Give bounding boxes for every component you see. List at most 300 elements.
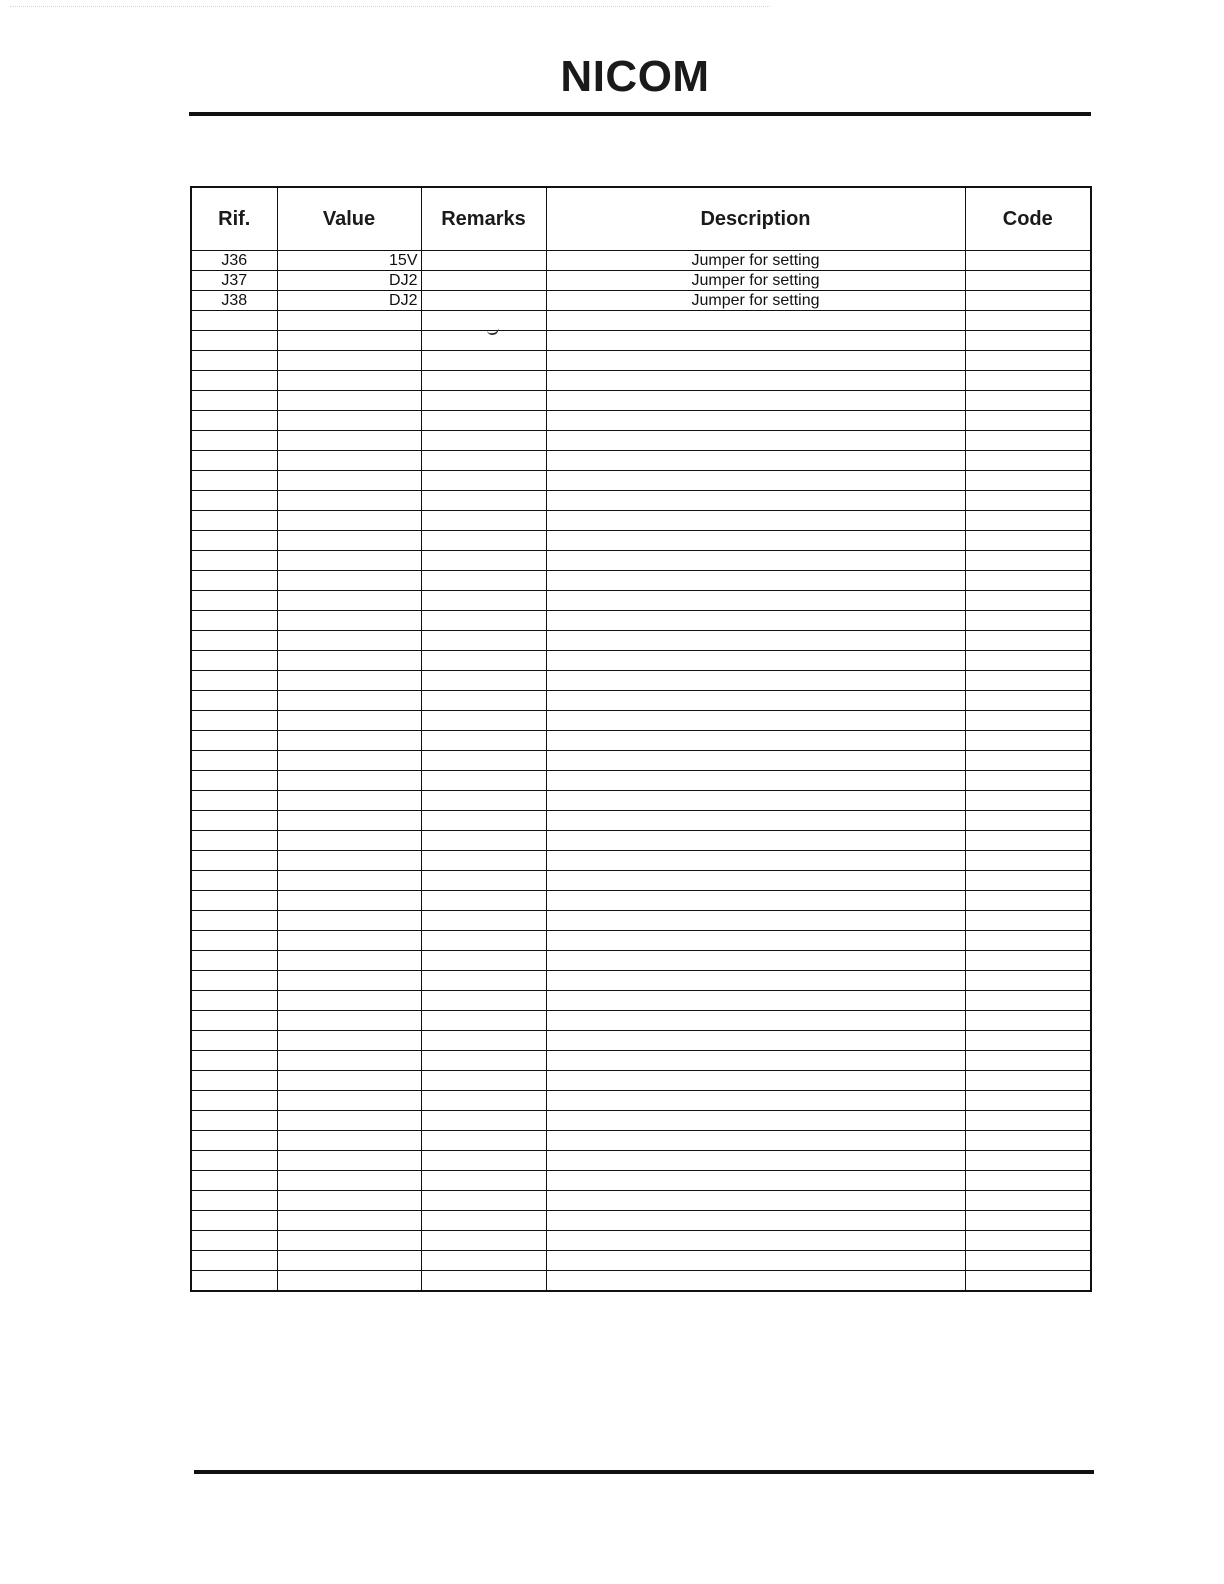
- cell-remarks: [421, 411, 546, 431]
- cell-remarks: [421, 771, 546, 791]
- cell-description: [546, 731, 965, 751]
- table-row-empty: [191, 831, 1091, 851]
- cell-code: [965, 1271, 1091, 1292]
- cell-rif: [191, 1071, 277, 1091]
- cell-description: [546, 551, 965, 571]
- cell-code: [965, 1131, 1091, 1151]
- cell-rif: [191, 831, 277, 851]
- cell-remarks: [421, 431, 546, 451]
- cell-value: [277, 1031, 421, 1051]
- cell-remarks: [421, 1171, 546, 1191]
- column-header-value: Value: [277, 187, 421, 251]
- cell-remarks: [421, 871, 546, 891]
- cell-code: [965, 1211, 1091, 1231]
- cell-code: [965, 431, 1091, 451]
- table-row-empty: [191, 1131, 1091, 1151]
- cell-description: [546, 371, 965, 391]
- cell-remarks: [421, 1271, 546, 1292]
- cell-value: [277, 1231, 421, 1251]
- cell-code: [965, 531, 1091, 551]
- cell-remarks: [421, 591, 546, 611]
- cell-remarks: [421, 1111, 546, 1131]
- table-row-empty: [191, 991, 1091, 1011]
- cell-code: [965, 1051, 1091, 1071]
- cell-value: [277, 851, 421, 871]
- column-header-code: Code: [965, 187, 1091, 251]
- cell-rif: [191, 411, 277, 431]
- cell-description: [546, 571, 965, 591]
- table-row-empty: [191, 331, 1091, 351]
- cell-value: [277, 991, 421, 1011]
- cell-value: 15V: [277, 251, 421, 271]
- header-rule: [189, 112, 1091, 116]
- cell-description: Jumper for setting: [546, 271, 965, 291]
- cell-code: [965, 291, 1091, 311]
- table-row-empty: [191, 571, 1091, 591]
- cell-value: [277, 731, 421, 751]
- cell-remarks: [421, 1091, 546, 1111]
- cell-value: [277, 371, 421, 391]
- cell-code: [965, 871, 1091, 891]
- cell-value: [277, 471, 421, 491]
- cell-remarks: [421, 811, 546, 831]
- cell-description: [546, 1031, 965, 1051]
- cell-remarks: [421, 1231, 546, 1251]
- cell-rif: [191, 1031, 277, 1051]
- cell-rif: [191, 1011, 277, 1031]
- cell-value: [277, 891, 421, 911]
- cell-code: [965, 1111, 1091, 1131]
- cell-value: [277, 311, 421, 331]
- cell-code: [965, 671, 1091, 691]
- cell-code: [965, 271, 1091, 291]
- cell-value: [277, 1091, 421, 1111]
- table-row-empty: [191, 791, 1091, 811]
- cell-code: [965, 571, 1091, 591]
- cell-value: [277, 451, 421, 471]
- cell-rif: [191, 771, 277, 791]
- cell-remarks: [421, 611, 546, 631]
- cell-remarks: [421, 1151, 546, 1171]
- table-row-empty: [191, 731, 1091, 751]
- cell-rif: J36: [191, 251, 277, 271]
- cell-code: [965, 811, 1091, 831]
- cell-remarks: [421, 651, 546, 671]
- cell-value: [277, 491, 421, 511]
- cell-remarks: [421, 1071, 546, 1091]
- cell-remarks: [421, 571, 546, 591]
- cell-remarks: [421, 491, 546, 511]
- cell-value: [277, 1051, 421, 1071]
- cell-code: [965, 411, 1091, 431]
- table-row-empty: [191, 951, 1091, 971]
- cell-remarks: [421, 951, 546, 971]
- cell-rif: [191, 1231, 277, 1251]
- cell-description: [546, 311, 965, 331]
- cell-code: [965, 651, 1091, 671]
- cell-value: [277, 911, 421, 931]
- cell-value: DJ2: [277, 291, 421, 311]
- cell-value: [277, 1151, 421, 1171]
- cell-value: [277, 1071, 421, 1091]
- cell-description: [546, 831, 965, 851]
- cell-value: [277, 531, 421, 551]
- cell-rif: [191, 851, 277, 871]
- cell-description: [546, 871, 965, 891]
- cell-rif: [191, 971, 277, 991]
- cell-code: [965, 911, 1091, 931]
- cell-rif: [191, 731, 277, 751]
- table-row-empty: [191, 491, 1091, 511]
- cell-rif: [191, 651, 277, 671]
- cell-code: [965, 511, 1091, 531]
- cell-remarks: [421, 371, 546, 391]
- table-row-empty: [191, 771, 1091, 791]
- cell-description: [546, 751, 965, 771]
- cell-value: [277, 1191, 421, 1211]
- table-row-empty: [191, 411, 1091, 431]
- cell-description: [546, 891, 965, 911]
- cell-description: [546, 911, 965, 931]
- table-row-empty: [191, 1051, 1091, 1071]
- cell-value: [277, 711, 421, 731]
- cell-value: [277, 691, 421, 711]
- cell-remarks: [421, 551, 546, 571]
- cell-rif: [191, 611, 277, 631]
- cell-rif: [191, 1191, 277, 1211]
- table-row-empty: [191, 1271, 1091, 1292]
- cell-code: [965, 1191, 1091, 1211]
- table-row-empty: [191, 1071, 1091, 1091]
- cell-rif: [191, 1151, 277, 1171]
- cell-description: [546, 1271, 965, 1292]
- cell-rif: [191, 591, 277, 611]
- cell-remarks: [421, 291, 546, 311]
- cell-code: [965, 891, 1091, 911]
- cell-code: [965, 791, 1091, 811]
- cell-remarks: [421, 831, 546, 851]
- cell-remarks: [421, 671, 546, 691]
- cell-description: [546, 1091, 965, 1111]
- cell-value: DJ2: [277, 271, 421, 291]
- cell-rif: [191, 1251, 277, 1271]
- cell-value: [277, 1011, 421, 1031]
- table-row-empty: [191, 931, 1091, 951]
- table-row-empty: [191, 631, 1091, 651]
- cell-value: [277, 831, 421, 851]
- cell-description: [546, 791, 965, 811]
- cell-value: [277, 411, 421, 431]
- cell-rif: [191, 931, 277, 951]
- cell-remarks: [421, 451, 546, 471]
- cell-code: [965, 1171, 1091, 1191]
- cell-rif: [191, 691, 277, 711]
- cell-remarks: [421, 1191, 546, 1211]
- cell-description: [546, 811, 965, 831]
- cell-rif: [191, 451, 277, 471]
- table-row-empty: [191, 671, 1091, 691]
- cell-value: [277, 1271, 421, 1292]
- cell-rif: [191, 1211, 277, 1231]
- cell-rif: [191, 1051, 277, 1071]
- cell-remarks: [421, 1031, 546, 1051]
- cell-remarks: [421, 531, 546, 551]
- table-row-empty: [191, 711, 1091, 731]
- table-row-empty: [191, 371, 1091, 391]
- cell-remarks: [421, 711, 546, 731]
- cell-rif: [191, 811, 277, 831]
- cell-code: [965, 751, 1091, 771]
- cell-description: [546, 1171, 965, 1191]
- cell-value: [277, 1171, 421, 1191]
- cell-rif: [191, 471, 277, 491]
- cell-code: [965, 311, 1091, 331]
- cell-description: [546, 1131, 965, 1151]
- cell-description: [546, 511, 965, 531]
- cell-remarks: [421, 931, 546, 951]
- cell-value: [277, 671, 421, 691]
- cell-value: [277, 751, 421, 771]
- cell-description: Jumper for setting: [546, 291, 965, 311]
- table-row-empty: [191, 651, 1091, 671]
- table-row-empty: [191, 891, 1091, 911]
- cell-description: [546, 1231, 965, 1251]
- cell-description: [546, 471, 965, 491]
- cell-remarks: [421, 251, 546, 271]
- cell-remarks: [421, 991, 546, 1011]
- cell-remarks: [421, 351, 546, 371]
- cell-code: [965, 611, 1091, 631]
- cell-code: [965, 731, 1091, 751]
- cell-rif: [191, 711, 277, 731]
- cell-remarks: [421, 911, 546, 931]
- cell-code: [965, 1011, 1091, 1031]
- cell-value: [277, 331, 421, 351]
- cell-value: [277, 431, 421, 451]
- cell-description: [546, 431, 965, 451]
- cell-code: [965, 771, 1091, 791]
- table-row: [191, 271, 1091, 291]
- cell-description: [546, 671, 965, 691]
- table-row-empty: [191, 1031, 1091, 1051]
- table-row-empty: [191, 391, 1091, 411]
- cell-remarks: [421, 731, 546, 751]
- cell-rif: [191, 1271, 277, 1292]
- cell-value: [277, 811, 421, 831]
- cell-value: [277, 1111, 421, 1131]
- cell-description: [546, 991, 965, 1011]
- cell-code: [965, 691, 1091, 711]
- cell-code: [965, 351, 1091, 371]
- cell-description: [546, 771, 965, 791]
- scan-edge-artifact: [10, 6, 770, 8]
- cell-code: [965, 971, 1091, 991]
- table-row-empty: [191, 911, 1091, 931]
- cell-description: [546, 851, 965, 871]
- cell-remarks: [421, 691, 546, 711]
- cell-code: [965, 991, 1091, 1011]
- cell-remarks: [421, 391, 546, 411]
- cell-value: [277, 651, 421, 671]
- cell-rif: [191, 631, 277, 651]
- cell-code: [965, 251, 1091, 271]
- table-row-empty: [191, 1091, 1091, 1111]
- cell-description: [546, 1051, 965, 1071]
- cell-description: [546, 931, 965, 951]
- table-row-empty: [191, 1251, 1091, 1271]
- cell-rif: [191, 371, 277, 391]
- cell-code: [965, 1251, 1091, 1271]
- cell-rif: [191, 311, 277, 331]
- cell-code: [965, 711, 1091, 731]
- table-row-empty: [191, 851, 1091, 871]
- table-row: [191, 251, 1091, 271]
- cell-code: [965, 391, 1091, 411]
- cell-description: [546, 1251, 965, 1271]
- cell-description: [546, 391, 965, 411]
- table-row-empty: [191, 1231, 1091, 1251]
- cell-rif: [191, 1091, 277, 1111]
- cell-remarks: [421, 751, 546, 771]
- cell-rif: [191, 751, 277, 771]
- cell-remarks: [421, 511, 546, 531]
- cell-code: [965, 851, 1091, 871]
- cell-value: [277, 1211, 421, 1231]
- cell-rif: [191, 891, 277, 911]
- cell-code: [965, 331, 1091, 351]
- table-row-empty: [191, 1191, 1091, 1211]
- cell-value: [277, 511, 421, 531]
- cell-rif: [191, 1171, 277, 1191]
- table-row-empty: [191, 591, 1091, 611]
- cell-rif: [191, 511, 277, 531]
- cell-rif: [191, 671, 277, 691]
- table-row-empty: [191, 311, 1091, 331]
- column-header-rif: Rif.: [191, 187, 277, 251]
- cell-description: [546, 1211, 965, 1231]
- cell-rif: [191, 871, 277, 891]
- column-header-description: Description: [546, 187, 965, 251]
- cell-remarks: [421, 631, 546, 651]
- table-row-empty: [191, 1171, 1091, 1191]
- cell-code: [965, 371, 1091, 391]
- cell-code: [965, 591, 1091, 611]
- cell-description: [546, 691, 965, 711]
- cell-description: [546, 1111, 965, 1131]
- table-row-empty: [191, 871, 1091, 891]
- cell-value: [277, 611, 421, 631]
- cell-value: [277, 631, 421, 651]
- column-header-remarks: Remarks: [421, 187, 546, 251]
- cell-rif: [191, 531, 277, 551]
- cell-description: [546, 1011, 965, 1031]
- table-row-empty: [191, 1111, 1091, 1131]
- table-row-empty: [191, 511, 1091, 531]
- cell-code: [965, 471, 1091, 491]
- cell-description: [546, 451, 965, 471]
- table-row: [191, 291, 1091, 311]
- cell-description: [546, 1191, 965, 1211]
- cell-value: [277, 931, 421, 951]
- cell-value: [277, 571, 421, 591]
- cell-remarks: [421, 1131, 546, 1151]
- cell-remarks: [421, 311, 546, 331]
- cell-value: [277, 971, 421, 991]
- cell-value: [277, 1131, 421, 1151]
- cell-description: [546, 651, 965, 671]
- table-row-empty: [191, 451, 1091, 471]
- cell-value: [277, 951, 421, 971]
- cell-value: [277, 871, 421, 891]
- cell-rif: [191, 331, 277, 351]
- table-row-empty: [191, 551, 1091, 571]
- cell-code: [965, 831, 1091, 851]
- cell-rif: J38: [191, 291, 277, 311]
- table-body: [191, 251, 1091, 1292]
- cell-value: [277, 791, 421, 811]
- cell-code: [965, 551, 1091, 571]
- cell-description: [546, 971, 965, 991]
- table-row-empty: [191, 1211, 1091, 1231]
- cell-description: [546, 1151, 965, 1171]
- cell-rif: [191, 951, 277, 971]
- cell-code: [965, 491, 1091, 511]
- table-header-row: [191, 187, 1091, 251]
- cell-description: [546, 631, 965, 651]
- cell-rif: [191, 351, 277, 371]
- cell-rif: [191, 551, 277, 571]
- table-row-empty: [191, 471, 1091, 491]
- cell-rif: [191, 571, 277, 591]
- cell-description: [546, 491, 965, 511]
- parts-table: [190, 186, 1092, 1292]
- cell-remarks: [421, 791, 546, 811]
- cell-rif: [191, 791, 277, 811]
- cell-remarks: [421, 271, 546, 291]
- cell-code: [965, 1091, 1091, 1111]
- cell-code: [965, 1071, 1091, 1091]
- cell-code: [965, 1231, 1091, 1251]
- cell-remarks: [421, 1211, 546, 1231]
- cell-remarks: [421, 891, 546, 911]
- cell-description: [546, 711, 965, 731]
- cell-code: [965, 951, 1091, 971]
- cell-remarks: [421, 331, 546, 351]
- cell-value: [277, 771, 421, 791]
- cell-remarks: [421, 471, 546, 491]
- table-row-empty: [191, 811, 1091, 831]
- table-row-empty: [191, 431, 1091, 451]
- table-row-empty: [191, 691, 1091, 711]
- cell-value: [277, 391, 421, 411]
- cell-rif: J37: [191, 271, 277, 291]
- cell-value: [277, 351, 421, 371]
- cell-code: [965, 1031, 1091, 1051]
- table-row-empty: [191, 971, 1091, 991]
- cell-value: [277, 551, 421, 571]
- cell-code: [965, 1151, 1091, 1171]
- cell-value: [277, 1251, 421, 1271]
- table-row-empty: [191, 1011, 1091, 1031]
- table-row-empty: [191, 1151, 1091, 1171]
- cell-description: [546, 351, 965, 371]
- cell-rif: [191, 391, 277, 411]
- cell-value: [277, 591, 421, 611]
- cell-rif: [191, 491, 277, 511]
- cell-description: [546, 591, 965, 611]
- cell-rif: [191, 431, 277, 451]
- footer-rule: [194, 1470, 1094, 1474]
